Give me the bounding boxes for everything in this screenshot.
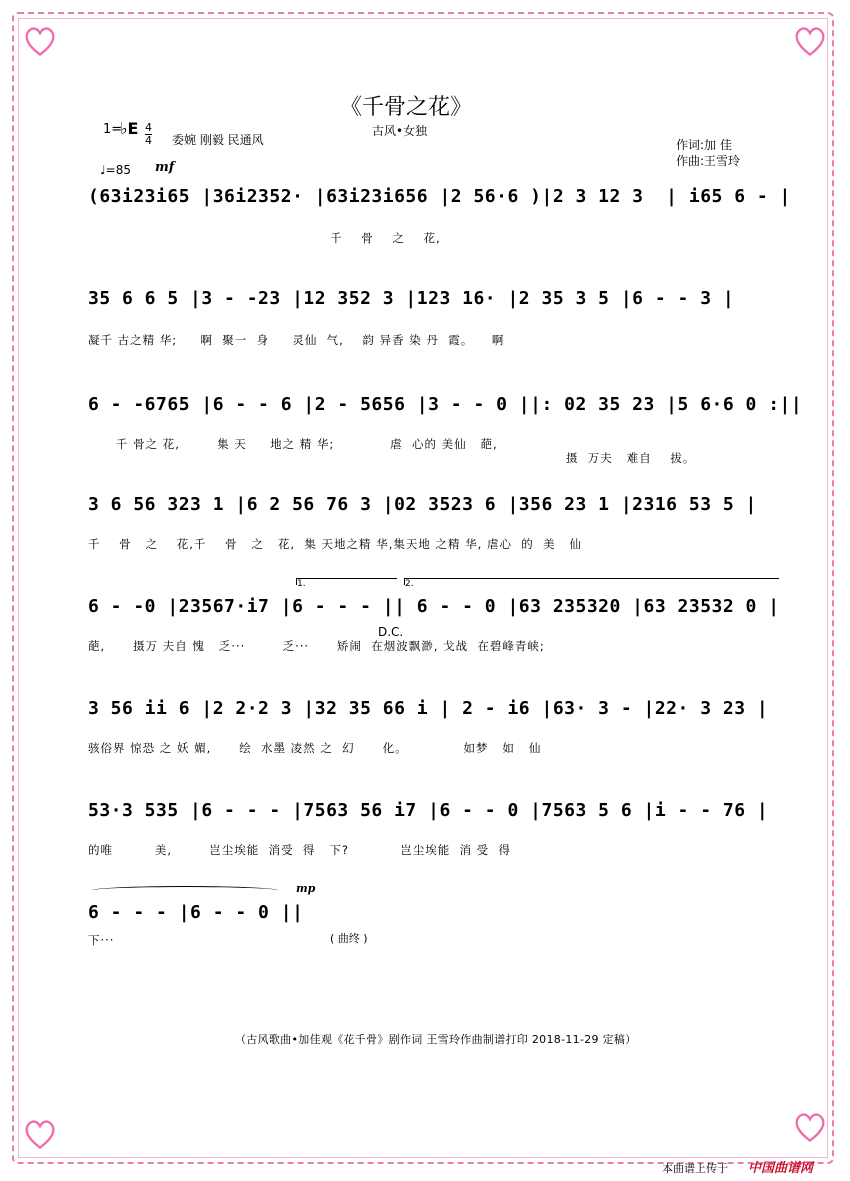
key-label: 1= [103, 122, 123, 137]
da-capo-mark: D.C. [378, 625, 404, 639]
song-subtitle: 古风•女独 [372, 124, 428, 138]
notation-line: 6 - -0 |23567·i7 |6 - - - || 6 - - 0 |63 235320 |63 23532 0 | [88, 596, 780, 617]
lyric-line: 葩, 摄万 夫自 愧 乏··· 乏··· 矫闹 在烟波飘渺, 戈战 在碧峰青峡; [88, 639, 545, 653]
notation-line: 6 - - - |6 - - 0 || [88, 902, 304, 923]
dynamic-mp: mp [296, 882, 316, 895]
notation-line: 6 - -6765 |6 - - 6 |2 - 5656 |3 - - 0 ||: 02 35 23 |5 6·6 0 :|| [88, 394, 803, 415]
lyric-line: 的唯 美, 岂尘埃能 消受 得 下? 岂尘埃能 消 受 得 [88, 843, 511, 857]
lyric-line: 下··· [88, 933, 115, 947]
composer: 作曲:王雪玲 [676, 154, 741, 168]
notation-line: 3 6 56 323 1 |6 2 56 76 3 |02 3523 6 |356 23 1 |2316 53 5 | [88, 494, 757, 515]
song-title: 《千骨之花》 [340, 95, 473, 120]
end-mark: ( 曲终 ) [330, 932, 368, 945]
heart-icon [792, 1108, 828, 1144]
lyric-line: 千 骨之 花, 集 天 地之 精 华; 虐 心的 美仙 葩, [88, 437, 498, 451]
notation-line: (63i23i65 |36i2352· |63i23i656 |2 56·6 )|2 3 12 3 | i65 6 - | [88, 186, 791, 207]
meter-top: 4 [145, 121, 152, 134]
tempo-mark: ♩=85 [100, 163, 131, 177]
volta-1: 1. [296, 578, 397, 585]
lyric-line-second-verse: 摄 万夫 难自 拔。 [566, 451, 696, 465]
lyric-line: 千 骨 之 花,千 骨 之 花, 集 天地之精 华,集天地 之精 华, 虐心 的 美 仙 [88, 537, 583, 551]
heart-icon [22, 1115, 58, 1151]
site-logo[interactable]: 中国曲谱网 [748, 1161, 814, 1176]
time-signature [145, 122, 152, 147]
lyric-line: 凝千 古之精 华; 啊 聚一 身 灵仙 气, 韵 异香 染 丹 霞。 啊 [88, 333, 505, 347]
dynamic-mf: mf [155, 160, 175, 175]
heart-icon [22, 22, 58, 58]
notation-line: 53·3 535 |6 - - - |7563 56 i7 |6 - - 0 |7563 5 6 |i - - 76 | [88, 800, 769, 821]
key-signature: ♭E [120, 119, 139, 138]
tie-slur [92, 886, 278, 895]
volta-2: 2. [404, 578, 779, 585]
notation-line: 35 6 6 5 |3 - -23 |12 352 3 |123 16· |2 35 3 5 |6 - - 3 | [88, 288, 735, 309]
notation-line: 3 56 ii 6 |2 2·2 3 |32 35 66 i | 2 - i6 |63· 3 - |22· 3 23 | [88, 698, 769, 719]
heart-icon [792, 22, 828, 58]
style-text: 委婉 刚毅 民通风 [172, 133, 264, 147]
lyric-line: 骇俗界 惊恐 之 妖 媚, 绘 水墨 凌然 之 幻 化。 如梦 如 仙 [88, 741, 542, 755]
lyricist: 作词:加 佳 [676, 138, 732, 152]
upload-text: 本曲谱上传于 [662, 1162, 728, 1175]
lyric-line: 千 骨 之 花, [88, 231, 441, 245]
meter-bottom: 4 [145, 134, 152, 147]
footer-note: （古风歌曲•加佳观《花千骨》剧作词 王雪玲作曲制谱打印 2018-11-29 定稿） [235, 1033, 637, 1046]
